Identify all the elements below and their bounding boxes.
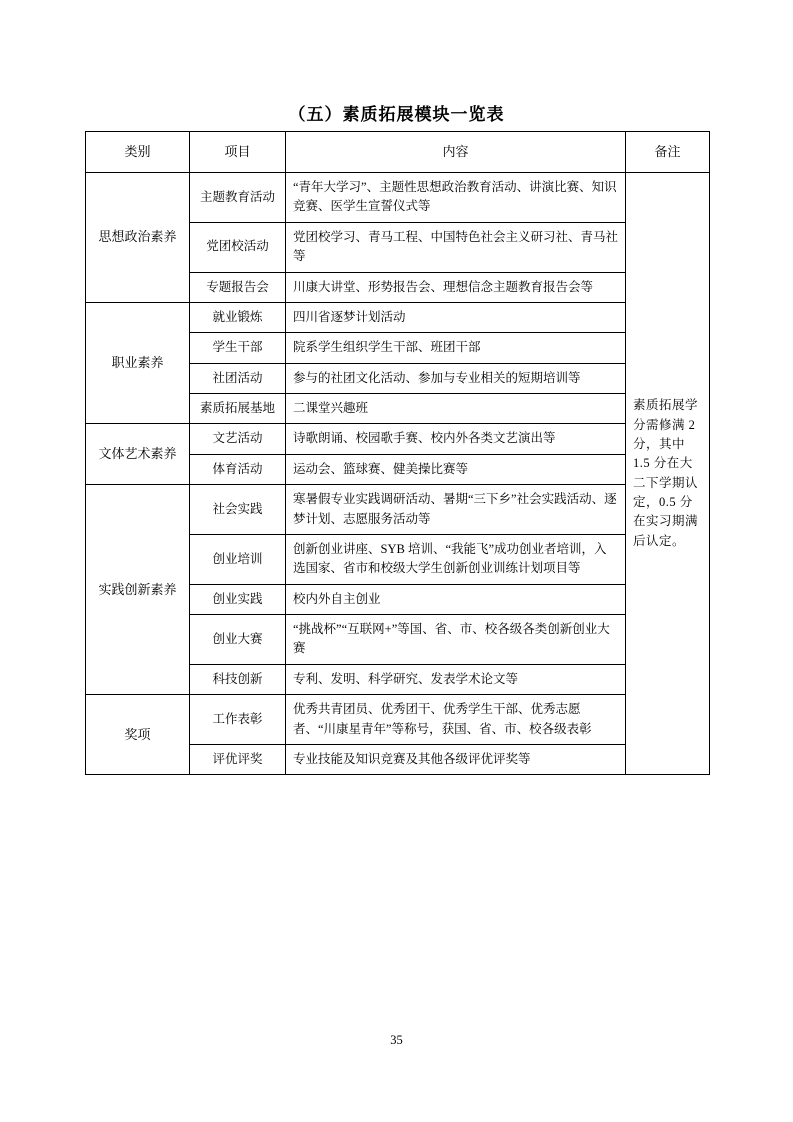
table-row xyxy=(86,485,710,535)
content-cell: “挑战杯”“互联网+”等国、省、市、校各级各类创新创业大赛 xyxy=(286,615,626,665)
table-row xyxy=(86,302,710,332)
header-category: 类别 xyxy=(86,132,190,173)
item-cell: 创业培训 xyxy=(190,534,286,584)
page-number: 35 xyxy=(390,1033,403,1047)
table-row xyxy=(86,424,710,454)
category-cell: 奖项 xyxy=(86,695,190,775)
content-cell: 川康大讲堂、形势报告会、理想信念主题教育报告会等 xyxy=(286,272,626,302)
content-cell: 党团校学习、青马工程、中国特色社会主义研习社、青马社等 xyxy=(286,222,626,272)
table-row xyxy=(86,173,710,223)
category-cell: 文体艺术素养 xyxy=(86,424,190,485)
content-cell: 优秀共青团员、优秀团干、优秀学生干部、优秀志愿者、“川康星青年”等称号，获国、省、市、校各级表彰 xyxy=(286,695,626,745)
item-cell: 文艺活动 xyxy=(190,424,286,454)
header-remark: 备注 xyxy=(626,132,710,173)
header-content: 内容 xyxy=(286,132,626,173)
item-cell: 创业大赛 xyxy=(190,615,286,665)
item-cell: 科技创新 xyxy=(190,664,286,694)
content-cell: 参与的社团文化活动、参加与专业相关的短期培训等 xyxy=(286,363,626,393)
item-cell: 就业锻炼 xyxy=(190,302,286,332)
remark-cell: 素质拓展学分需修满 2 分，其中 1.5 分在大二下学期认定，0.5 分在实习期满后认定。 xyxy=(626,173,710,775)
content-cell: 寒暑假专业实践调研活动、暑期“三下乡”社会实践活动、逐梦计划、志愿服务活动等 xyxy=(286,485,626,535)
category-cell: 思想政治素养 xyxy=(86,173,190,303)
item-cell: 体育活动 xyxy=(190,454,286,484)
table-row xyxy=(86,695,710,745)
category-cell: 实践创新素养 xyxy=(86,485,190,695)
content-cell: 四川省逐梦计划活动 xyxy=(286,302,626,332)
quality-expansion-module-table xyxy=(85,131,710,775)
content-cell: 专利、发明、科学研究、发表学术论文等 xyxy=(286,664,626,694)
item-cell: 社团活动 xyxy=(190,363,286,393)
item-cell: 学生干部 xyxy=(190,333,286,363)
content-cell: 专业技能及知识竞赛及其他各级评优评奖等 xyxy=(286,744,626,774)
item-cell: 工作表彰 xyxy=(190,695,286,745)
category-cell: 职业素养 xyxy=(86,302,190,424)
item-cell: 素质拓展基地 xyxy=(190,394,286,424)
content-cell: 院系学生组织学生干部、班团干部 xyxy=(286,333,626,363)
page-title: （五）素质拓展模块一览表 xyxy=(288,105,505,124)
item-cell: 社会实践 xyxy=(190,485,286,535)
item-cell: 创业实践 xyxy=(190,584,286,614)
content-cell: 校内外自主创业 xyxy=(286,584,626,614)
content-cell: 创新创业讲座、SYB 培训、“我能飞”成功创业者培训，入选国家、省市和校级大学生创新创业训练计划项目等 xyxy=(286,534,626,584)
item-cell: 专题报告会 xyxy=(190,272,286,302)
content-cell: 运动会、篮球赛、健美操比赛等 xyxy=(286,454,626,484)
table-header-row xyxy=(86,132,710,173)
item-cell: 评优评奖 xyxy=(190,744,286,774)
content-cell: 二课堂兴趣班 xyxy=(286,394,626,424)
item-cell: 党团校活动 xyxy=(190,222,286,272)
header-item: 项目 xyxy=(190,132,286,173)
item-cell: 主题教育活动 xyxy=(190,173,286,223)
content-cell: 诗歌朗诵、校园歌手赛、校内外各类文艺演出等 xyxy=(286,424,626,454)
content-cell: “青年大学习”、主题性思想政治教育活动、讲演比赛、知识竞赛、医学生宣誓仪式等 xyxy=(286,173,626,223)
